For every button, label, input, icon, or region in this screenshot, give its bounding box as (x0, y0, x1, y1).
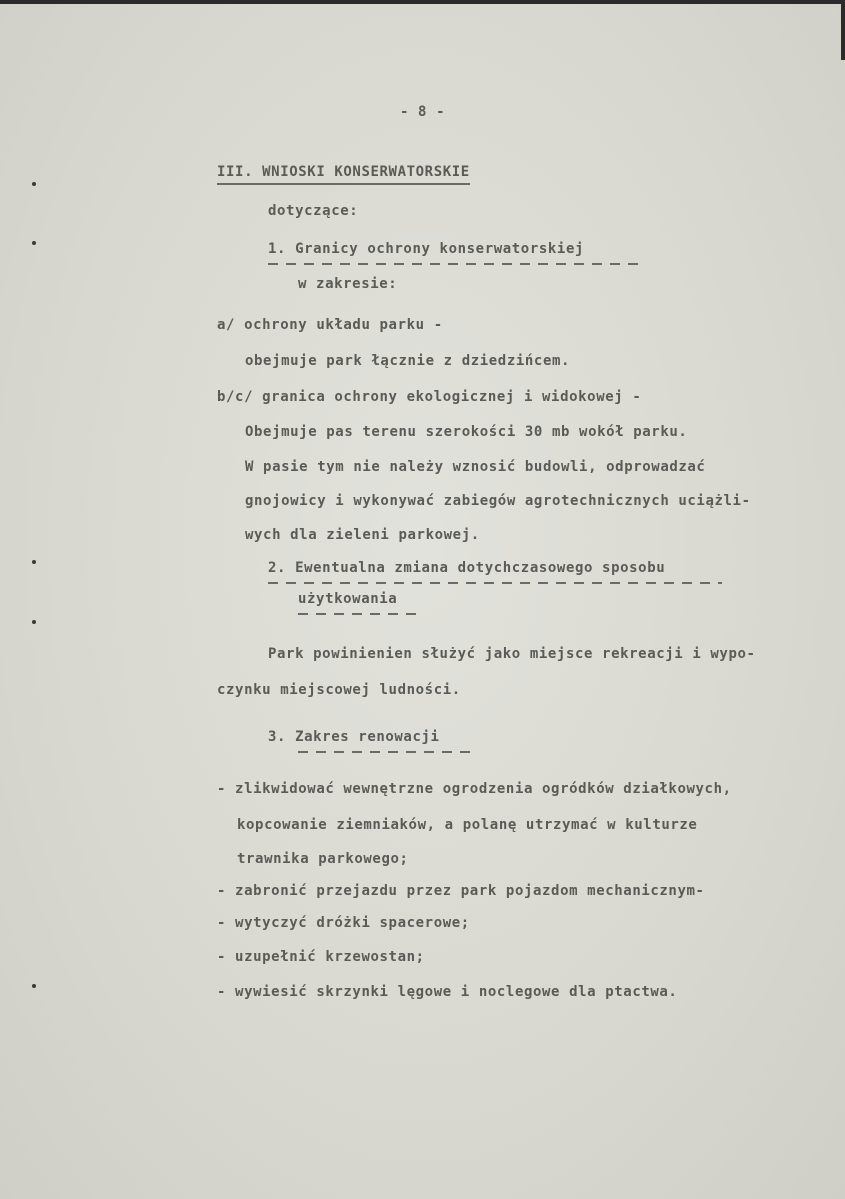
list-item-cont: kopcowanie ziemniaków, a polanę utrzymać w kulturze (237, 817, 698, 833)
item1-sub: w zakresie: (298, 276, 398, 292)
item3-heading: 3. Zakres renowacji (268, 729, 440, 745)
page-number: - 8 - (400, 104, 446, 120)
dashed-underline (268, 263, 640, 265)
item1-heading: 1. Granicy ochrony konserwatorskiej (268, 241, 585, 257)
list-item-cont: trawnika parkowego; (237, 851, 409, 867)
paragraph-line: Park powinienien służyć jako miejsce rekreacji i wypo- (268, 646, 756, 662)
punch-hole (32, 560, 36, 564)
punch-hole (32, 984, 36, 988)
item1-bc-text: Obejmuje pas terenu szerokości 30 mb wokół parku. (245, 424, 688, 440)
list-item: - wywiesić skrzynki lęgowe i noclegowe dla ptactwa. (217, 984, 678, 1000)
dashed-underline (298, 613, 416, 615)
scan-edge-right (841, 0, 845, 60)
dashed-underline (268, 582, 722, 584)
paragraph-line: czynku miejscowej ludności. (217, 682, 461, 698)
punch-hole (32, 620, 36, 624)
list-item: - zlikwidować wewnętrzne ogrodzenia ogródków działkowych, (217, 781, 732, 797)
intro-text: dotyczące: (268, 203, 359, 219)
scan-edge-top (0, 0, 845, 4)
punch-hole (32, 182, 36, 186)
paragraph-line: gnojowicy i wykonywać zabiegów agrotechnicznych uciążli- (245, 493, 751, 509)
item1-a-label: a/ ochrony układu parku - (217, 317, 443, 333)
item1-bc-label: b/c/ granica ochrony ekologicznej i widokowej - (217, 389, 642, 405)
item1-a-text: obejmuje park łącznie z dziedzińcem. (245, 353, 571, 369)
item2-heading: 2. Ewentualna zmiana dotychczasowego sposobu (268, 560, 666, 576)
list-item: - uzupełnić krzewostan; (217, 949, 425, 965)
section-heading: III. WNIOSKI KONSERWATORSKIE (217, 163, 470, 185)
dashed-underline (298, 751, 474, 753)
paragraph-line: wych dla zieleni parkowej. (245, 527, 480, 543)
list-item: - wytyczyć dróżki spacerowe; (217, 915, 470, 931)
punch-hole (32, 241, 36, 245)
list-item: - zabronić przejazdu przez park pojazdom mechanicznym- (217, 883, 705, 899)
paragraph-line: W pasie tym nie należy wznosić budowli, odprowadzać (245, 459, 706, 475)
item2-heading-cont: użytkowania (298, 591, 398, 607)
